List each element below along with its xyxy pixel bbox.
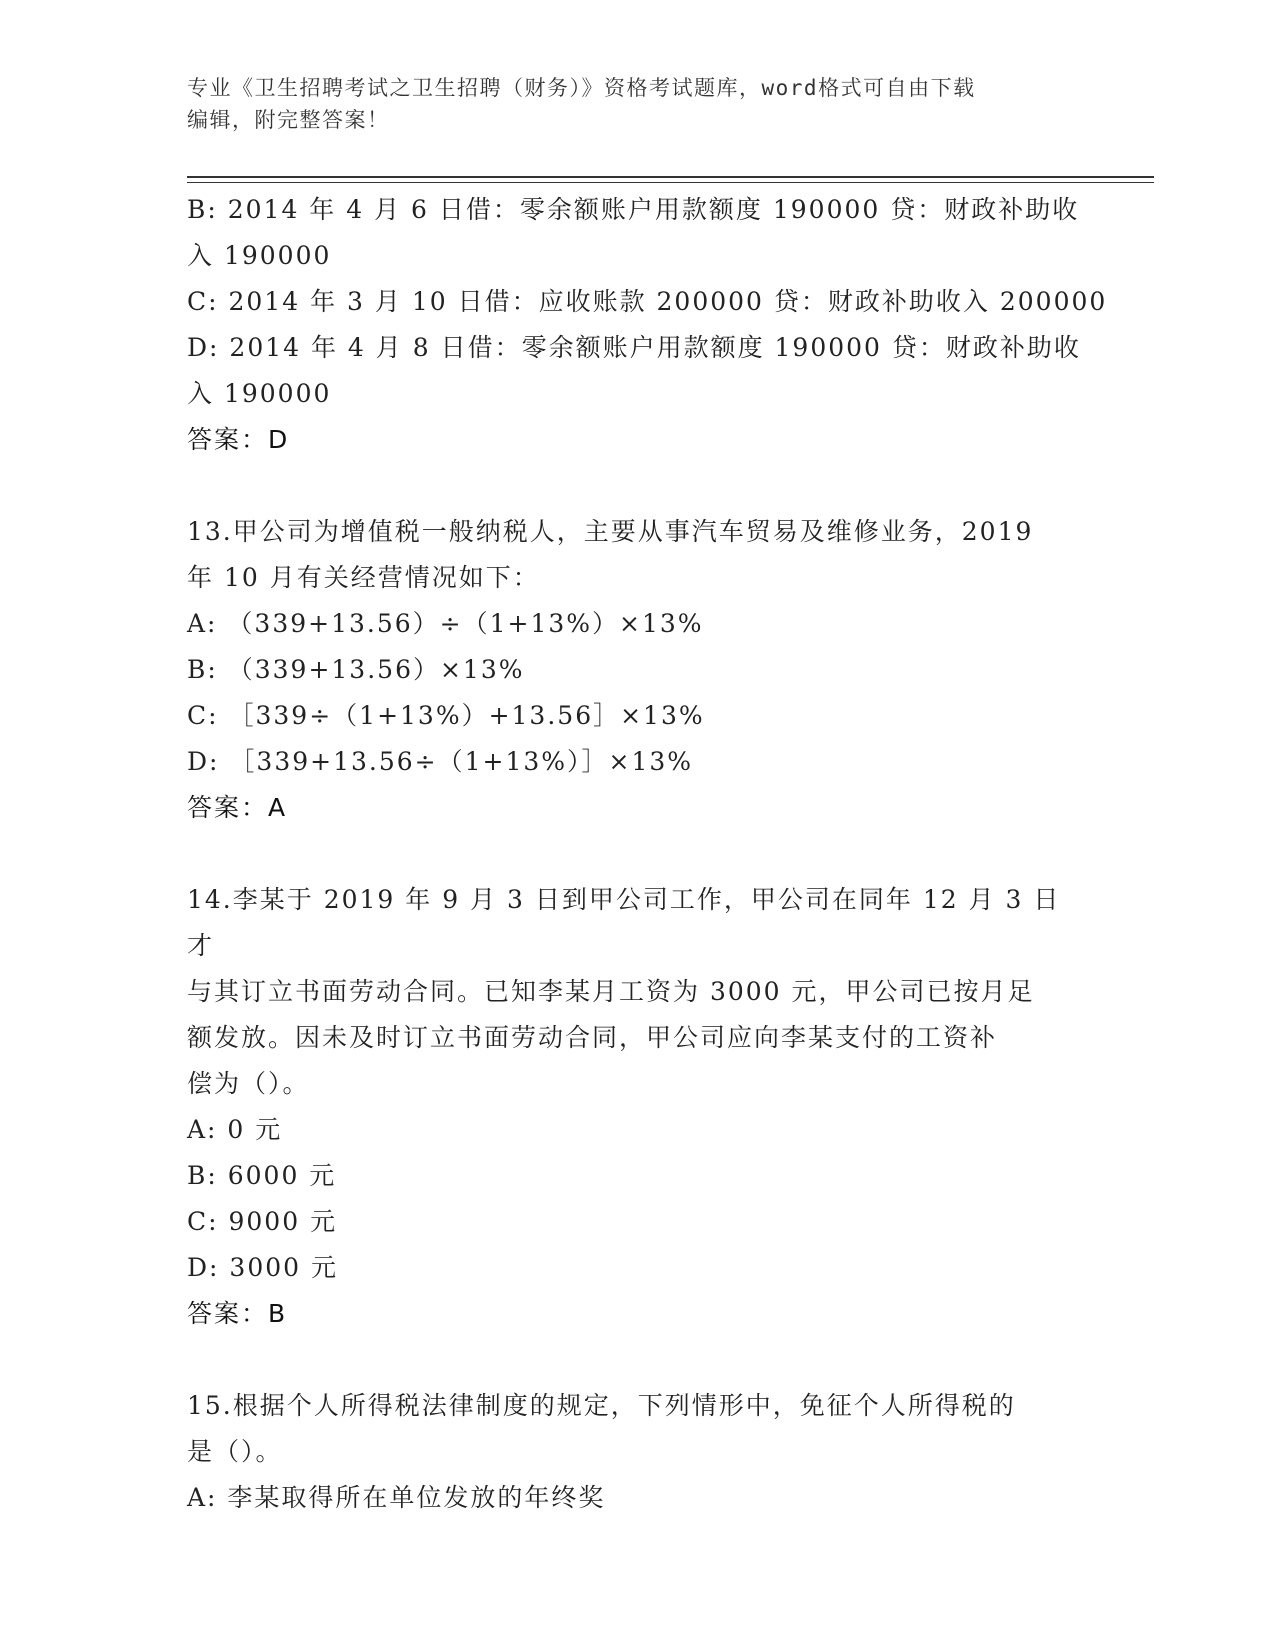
option-d-continued: 入 190000	[187, 379, 332, 408]
option-d: D: 3000 元	[187, 1253, 338, 1282]
option-b: B: 6000 元	[187, 1161, 337, 1190]
option-a: A: 李某取得所在单位发放的年终奖	[187, 1483, 606, 1512]
question-15	[187, 1383, 1087, 1521]
question-stem-continued: 与其订立书面劳动合同。已知李某月工资为 3000 元，甲公司已按月足	[187, 977, 1035, 1006]
question-stem-continued: 额发放。因未及时订立书面劳动合同，甲公司应向李某支付的工资补	[187, 1023, 998, 1052]
option-c: C: 9000 元	[187, 1207, 338, 1236]
document-body	[187, 187, 1108, 1521]
question-stem: 13.甲公司为增值税一般纳税人，主要从事汽车贸易及维修业务，2019	[187, 517, 1034, 546]
question-stem-continued: 是（）。	[187, 1437, 283, 1466]
option-d: D: 2014 年 4 月 8 日借：零余额账户用款额度 190000 贷：财政补助收	[187, 333, 1081, 362]
header-line-1: 专业《卫生招聘考试之卫生招聘（财务）》资格考试题库，word格式可自由下载	[187, 76, 976, 100]
header-divider-thick	[187, 176, 1154, 178]
question-14	[187, 877, 1087, 1337]
header-divider-thin	[187, 182, 1154, 183]
option-b: B: （339+13.56）×13%	[187, 655, 525, 684]
option-a: A: 0 元	[187, 1115, 283, 1144]
option-c: C: 2014 年 3 月 10 日借：应收账款 200000 贷：财政补助收入 200000	[187, 287, 1108, 316]
answer: 答案：B	[187, 1299, 288, 1328]
question-stem-continued: 偿为（）。	[187, 1069, 310, 1098]
option-b: B: 2014 年 4 月 6 日借：零余额账户用款额度 190000 贷：财政补助收	[187, 195, 1080, 224]
option-d: D: ［339+13.56÷（1+13%）］×13%	[187, 747, 694, 776]
option-a: A: （339+13.56）÷（1+13%）×13%	[187, 609, 704, 638]
question-stem-continued: 年 10 月有关经营情况如下：	[187, 563, 540, 592]
answer: 答案：A	[187, 793, 288, 822]
document-header	[187, 72, 1087, 136]
question-13	[187, 509, 1087, 831]
question-stem: 14.李某于 2019 年 9 月 3 日到甲公司工作，甲公司在同年 12 月 3 日才	[187, 885, 1061, 960]
option-c: C: ［339÷（1+13%）+13.56］×13%	[187, 701, 705, 730]
question-12-continued	[187, 187, 1108, 463]
question-stem: 15.根据个人所得税法律制度的规定，下列情形中，免征个人所得税的	[187, 1391, 1016, 1420]
answer: 答案：D	[187, 425, 290, 454]
header-line-2: 编辑，附完整答案！	[187, 108, 390, 132]
option-b-continued: 入 190000	[187, 241, 332, 270]
